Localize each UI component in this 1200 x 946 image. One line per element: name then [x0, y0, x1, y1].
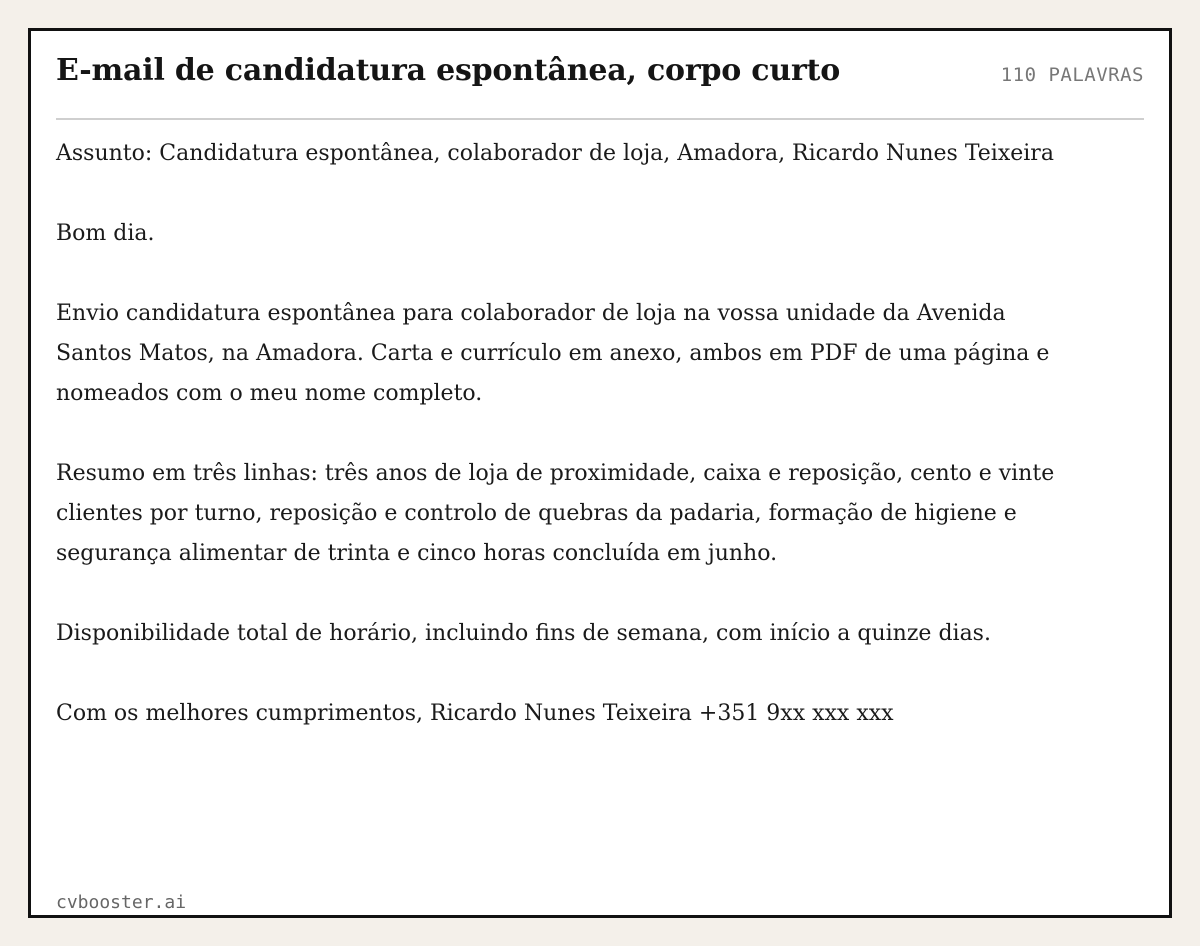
email-greeting: Bom dia. [56, 221, 155, 246]
email-body [56, 134, 1061, 734]
brand-footer: cvbooster.ai [56, 892, 187, 913]
email-subject: Assunto: Candidatura espontânea, colaborador de loja, Amadora, Ricardo Nunes Teixeira [56, 141, 1054, 166]
document-card [28, 28, 1172, 918]
document-header [56, 31, 1144, 120]
email-closing: Com os melhores cumprimentos, Ricardo Nunes Teixeira +351 9xx xxx xxx [56, 701, 894, 726]
word-count-label: 110 PALAVRAS [1000, 64, 1144, 86]
email-paragraph-availability: Disponibilidade total de horário, incluindo fins de semana, com início a quinze dias. [56, 621, 991, 646]
page-title: E-mail de candidatura espontânea, corpo curto [56, 53, 841, 88]
email-paragraph-summary: Resumo em três linhas: três anos de loja de proximidade, caixa e reposição, cento e vinte clientes por turno, reposição e controlo de quebras da padaria, formação de higiene e segurança alimentar de trinta e cinco horas concluída em junho. [56, 461, 1055, 566]
email-paragraph-intro: Envio candidatura espontânea para colaborador de loja na vossa unidade da Avenida Santos Matos, na Amadora. Carta e currículo em anexo, ambos em PDF de uma página e nomeados com o meu nome completo. [56, 301, 1050, 406]
